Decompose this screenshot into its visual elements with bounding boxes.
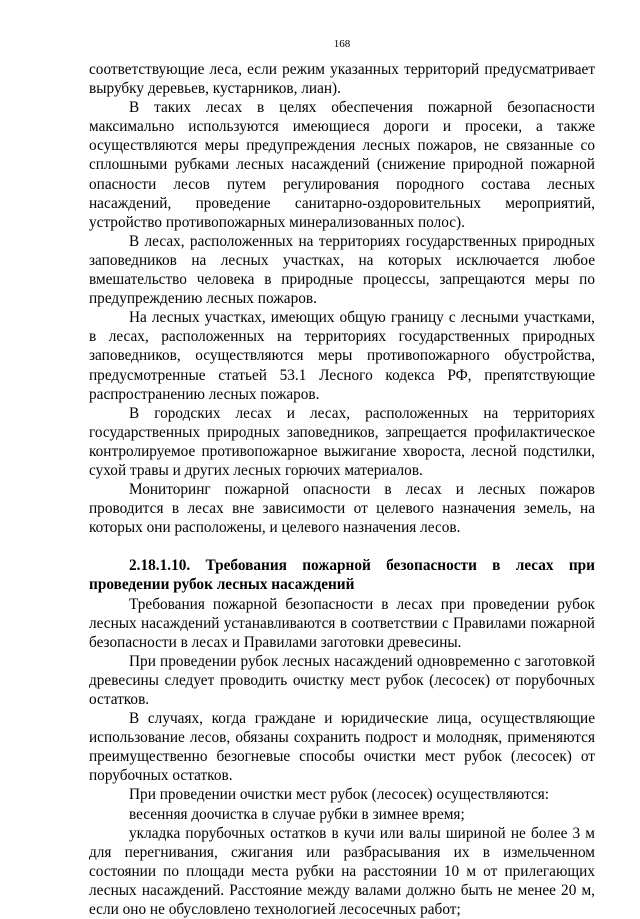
paragraph: В городских лесах и лесах, расположенных на территориях государственных природных заповедников, запрещается профилактическое контролируемое противопожарное выжигание хвороста, лесной подстилки, сухой травы и других лесных горючих материалов. [89, 404, 595, 479]
paragraph: На лесных участках, имеющих общую границу с лесными участками, в лесах, расположенных на территориях государственных природных заповедников, осуществляются меры противопожарного обустройства, предусмотренные статьей 53.1 Лесного кодекса РФ, препятствующие распространению лесных пожаров. [89, 309, 595, 403]
paragraph: При проведении очистки мест рубок (лесосек) осуществляются: [129, 786, 550, 804]
list-item: весенняя доочистка в случае рубки в зимнее время; [129, 805, 465, 823]
paragraph: Мониторинг пожарной опасности в лесах и лесных пожаров проводится в лесах вне зависимости от целевого назначения земель, на которых они расположены, и целевого назначения лесов. [89, 481, 595, 537]
paragraph-continuation: соответствующие леса, если режим указанных территорий предусматривает вырубку деревьев, кустарников, лиан). [89, 61, 595, 98]
paragraph: В таких лесах в целях обеспечения пожарной безопасности максимально используются имеющиеся дороги и просеки, а также осуществляются меры предупреждения лесных пожаров, не связанные со сплошными рубками лесных насаждений (снижение природной пожарной опасности лесов путем регулирования породного состава лесных насаждений, проведение санитарно-оздоровительных мероприятий, устройство противопожарных минерализованных полос). [89, 99, 595, 231]
list-item: укладка порубочных остатков в кучи или валы шириной не более 3 м для перегнивания, сжигания или разбрасывания их в измельченном состоянии по площади места рубки на расстоянии 10 м от прилегающих лесных насаждений. Расстояние между валами должно быть не менее 20 м, если оно не обусловлено технологией лесосечных работ; [89, 824, 595, 919]
document-page [89, 37, 595, 919]
paragraph: В случаях, когда граждане и юридические лица, осуществляющие использование лесов, обязаны сохранить подрост и молодняк, применяются преимущественно безогневые способы очистки мест рубок (лесосек) от порубочных остатков. [89, 710, 595, 785]
paragraph: Требования пожарной безопасности в лесах при проведении рубок лесных насаждений устанавливаются в соответствии с Правилами пожарной безопасности в лесах и Правилами заготовки древесины. [89, 595, 595, 651]
paragraph: При проведении рубок лесных насаждений одновременно с заготовкой древесины следует проводить очистку мест рубок (лесосек) от порубочных остатков. [89, 652, 595, 708]
paragraph: В лесах, расположенных на территориях государственных природных заповедников на лесных участках, на которых исключается любое вмешательство человека в природные процессы, запрещаются меры по предупреждению лесных пожаров. [89, 232, 595, 308]
page-number: 168 [333, 38, 351, 50]
section-heading: 2.18.1.10. Требования пожарной безопасности в лесах при проведении рубок лесных насаждений [89, 557, 595, 594]
